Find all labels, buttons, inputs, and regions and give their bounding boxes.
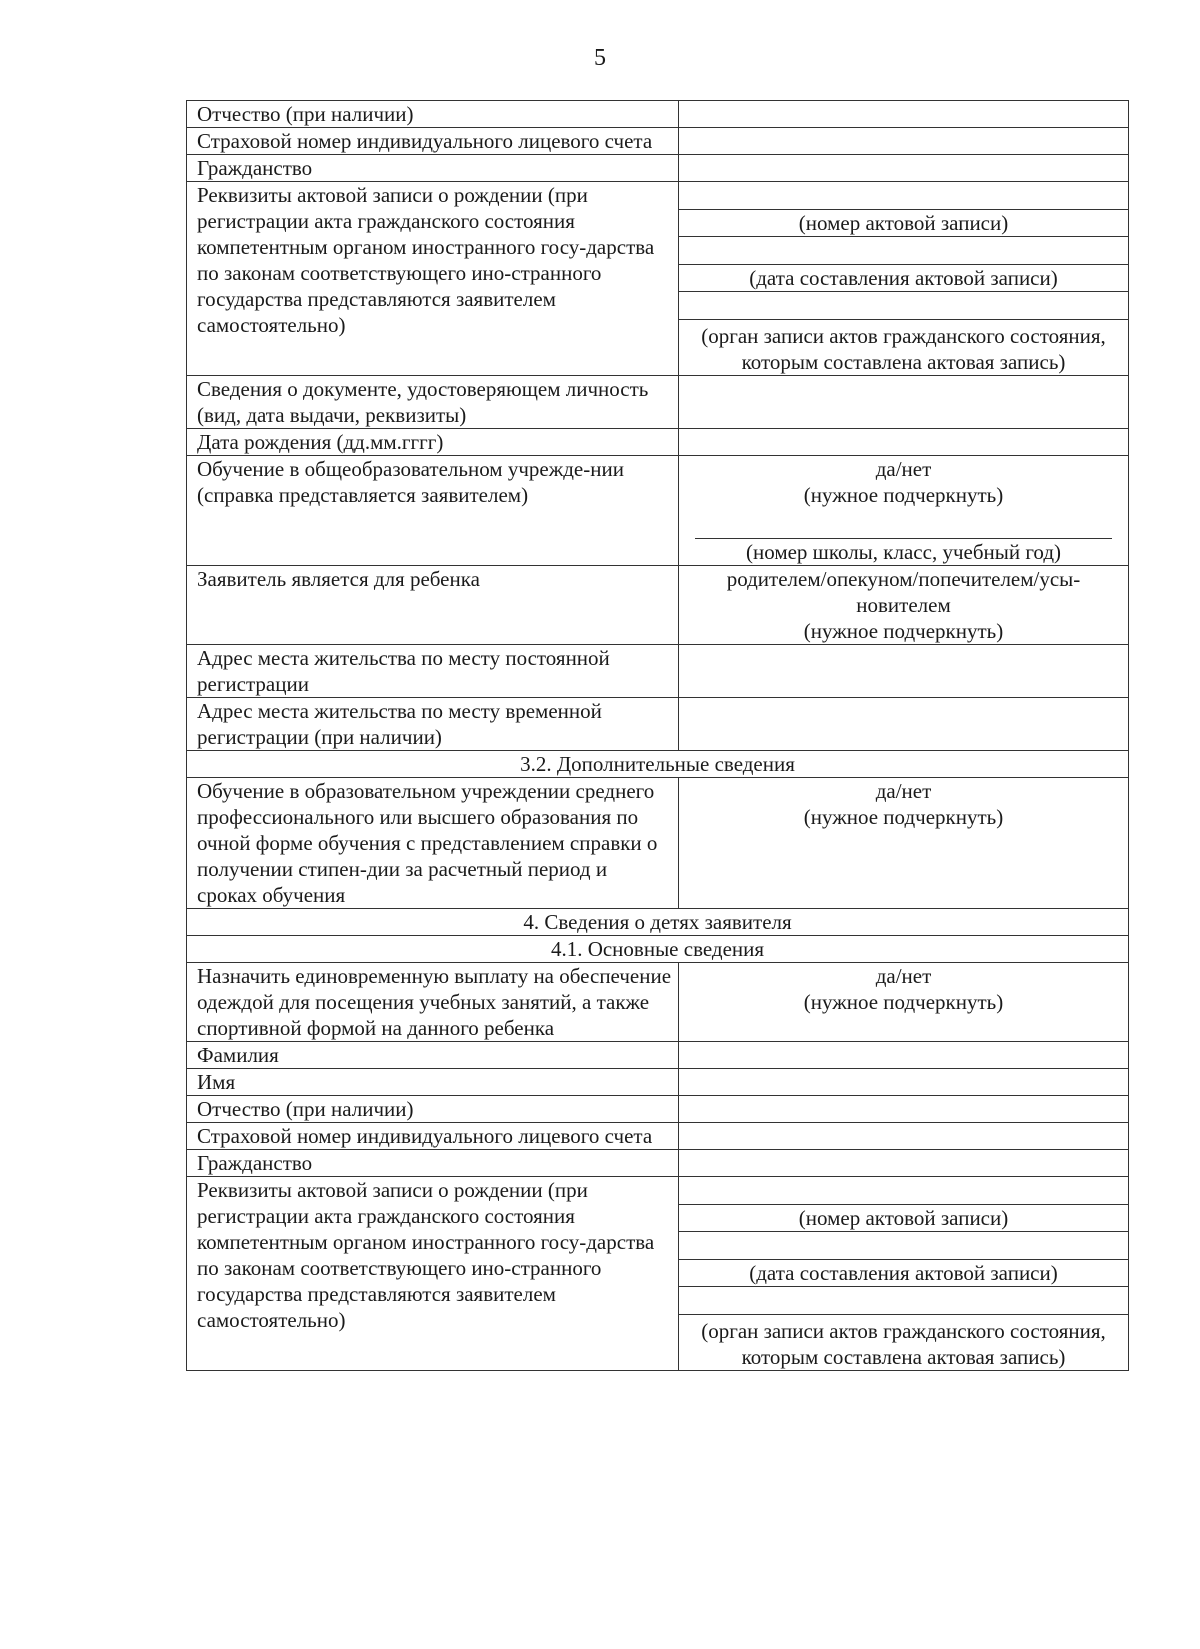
field-value-name[interactable] [679, 1069, 1129, 1096]
field-label-citizenship: Гражданство [187, 1150, 679, 1177]
field-label-higher-education: Обучение в образовательном учреждении среднего профессионального или высшего образования по очной форме обучения с представлением справки о получении стипен-дии за расчетный период и сроках обучения [187, 778, 679, 909]
table-row [187, 778, 1129, 909]
section-heading-basic-info: 4.1. Основные сведения [187, 936, 1129, 963]
record-date-caption: (дата составления актовой записи) [679, 1260, 1128, 1287]
record-number-caption: (номер актовой записи) [679, 210, 1128, 237]
table-row [187, 936, 1129, 963]
record-authority-input[interactable] [679, 292, 1128, 320]
table-row [187, 566, 1129, 645]
table-row [187, 1150, 1129, 1177]
applicant-role-choice[interactable]: родителем/опекуном/попечителем/усы-новителем [726, 567, 1081, 617]
field-value-clothing-payment [679, 963, 1129, 1042]
field-value-citizenship[interactable] [679, 155, 1129, 182]
record-date-input[interactable] [679, 1232, 1128, 1260]
field-value-address-permanent[interactable] [679, 645, 1129, 698]
table-row [187, 1042, 1129, 1069]
table-row [187, 155, 1129, 182]
field-value-surname[interactable] [679, 1042, 1129, 1069]
record-date-input[interactable] [679, 237, 1128, 265]
field-label-address-permanent: Адрес места жительства по месту постоянной регистрации [187, 645, 679, 698]
table-row [187, 376, 1129, 429]
application-form-table [186, 100, 1129, 1371]
field-label-name: Имя [187, 1069, 679, 1096]
underline-hint: (нужное подчеркнуть) [803, 990, 1004, 1014]
yes-no-choice[interactable]: да/нет [875, 779, 932, 803]
record-authority-caption: (орган записи актов гражданского состояния, которым составлена актовая запись) [701, 324, 1106, 374]
table-row [187, 1069, 1129, 1096]
field-value-patronymic[interactable] [679, 1096, 1129, 1123]
underline-hint: (нужное подчеркнуть) [803, 483, 1004, 507]
field-value-school [679, 456, 1129, 566]
table-row [187, 1177, 1129, 1371]
record-authority-input[interactable] [679, 1287, 1128, 1315]
field-value-snils[interactable] [679, 128, 1129, 155]
field-label-clothing-payment: Назначить единовременную выплату на обеспечение одеждой для посещения учебных занятий, а также спортивной формой на данного ребенка [187, 963, 679, 1042]
table-row [187, 101, 1129, 128]
field-label-identity-document: Сведения о документе, удостоверяющем личность (вид, дата выдачи, реквизиты) [187, 376, 679, 429]
section-heading-additional: 3.2. Дополнительные сведения [187, 751, 1129, 778]
record-date-caption: (дата составления актовой записи) [679, 265, 1128, 292]
field-label-snils: Страховой номер индивидуального лицевого счета [187, 128, 679, 155]
field-value-birth-date[interactable] [679, 429, 1129, 456]
school-details-caption: (номер школы, класс, учебный год) [745, 540, 1062, 564]
table-row [187, 182, 1129, 376]
birth-record-fields [679, 1177, 1129, 1371]
field-label-snils: Страховой номер индивидуального лицевого счета [187, 1123, 679, 1150]
field-label-patronymic: Отчество (при наличии) [187, 101, 679, 128]
field-label-birth-record: Реквизиты актовой записи о рождении (при регистрации акта гражданского состояния компетентным органом иностранного госу-дарства по законам соответствующего ино-странного государства представляются заявителем самостоятельно) [187, 182, 679, 376]
table-row [187, 645, 1129, 698]
table-row [187, 456, 1129, 566]
record-authority-caption: (орган записи актов гражданского состояния, которым составлена актовая запись) [701, 1319, 1106, 1369]
underline-hint: (нужное подчеркнуть) [803, 619, 1004, 643]
section-heading-children: 4. Сведения о детях заявителя [187, 909, 1129, 936]
field-value-patronymic[interactable] [679, 101, 1129, 128]
field-label-citizenship: Гражданство [187, 155, 679, 182]
table-row [187, 128, 1129, 155]
field-value-identity-document[interactable] [679, 376, 1129, 429]
field-label-patronymic: Отчество (при наличии) [187, 1096, 679, 1123]
record-number-input[interactable] [679, 1177, 1128, 1205]
field-label-birth-record: Реквизиты актовой записи о рождении (при регистрации акта гражданского состояния компетентным органом иностранного госу-дарства по законам соответствующего ино-странного государства представляются заявителем самостоятельно) [187, 1177, 679, 1371]
table-row [187, 1123, 1129, 1150]
table-row [187, 909, 1129, 936]
record-number-input[interactable] [679, 182, 1128, 210]
birth-record-fields [679, 182, 1129, 376]
underline-hint: (нужное подчеркнуть) [803, 805, 1004, 829]
field-value-applicant-role [679, 566, 1129, 645]
table-row [187, 751, 1129, 778]
table-row [187, 1096, 1129, 1123]
field-value-higher-education [679, 778, 1129, 909]
yes-no-choice[interactable]: да/нет [875, 964, 932, 988]
table-row [187, 963, 1129, 1042]
field-value-citizenship[interactable] [679, 1150, 1129, 1177]
field-value-address-temporary[interactable] [679, 698, 1129, 751]
record-number-caption: (номер актовой записи) [679, 1205, 1128, 1232]
field-label-applicant-role: Заявитель является для ребенка [187, 566, 679, 645]
table-row [187, 698, 1129, 751]
field-value-snils[interactable] [679, 1123, 1129, 1150]
field-label-address-temporary: Адрес места жительства по месту временной регистрации (при наличии) [187, 698, 679, 751]
table-row [187, 429, 1129, 456]
field-label-surname: Фамилия [187, 1042, 679, 1069]
field-label-school: Обучение в общеобразовательном учрежде-нии (справка представляется заявителем) [187, 456, 679, 566]
yes-no-choice[interactable]: да/нет [875, 457, 932, 481]
page-number: 5 [594, 45, 606, 71]
field-label-birth-date: Дата рождения (дд.мм.гггг) [187, 429, 679, 456]
